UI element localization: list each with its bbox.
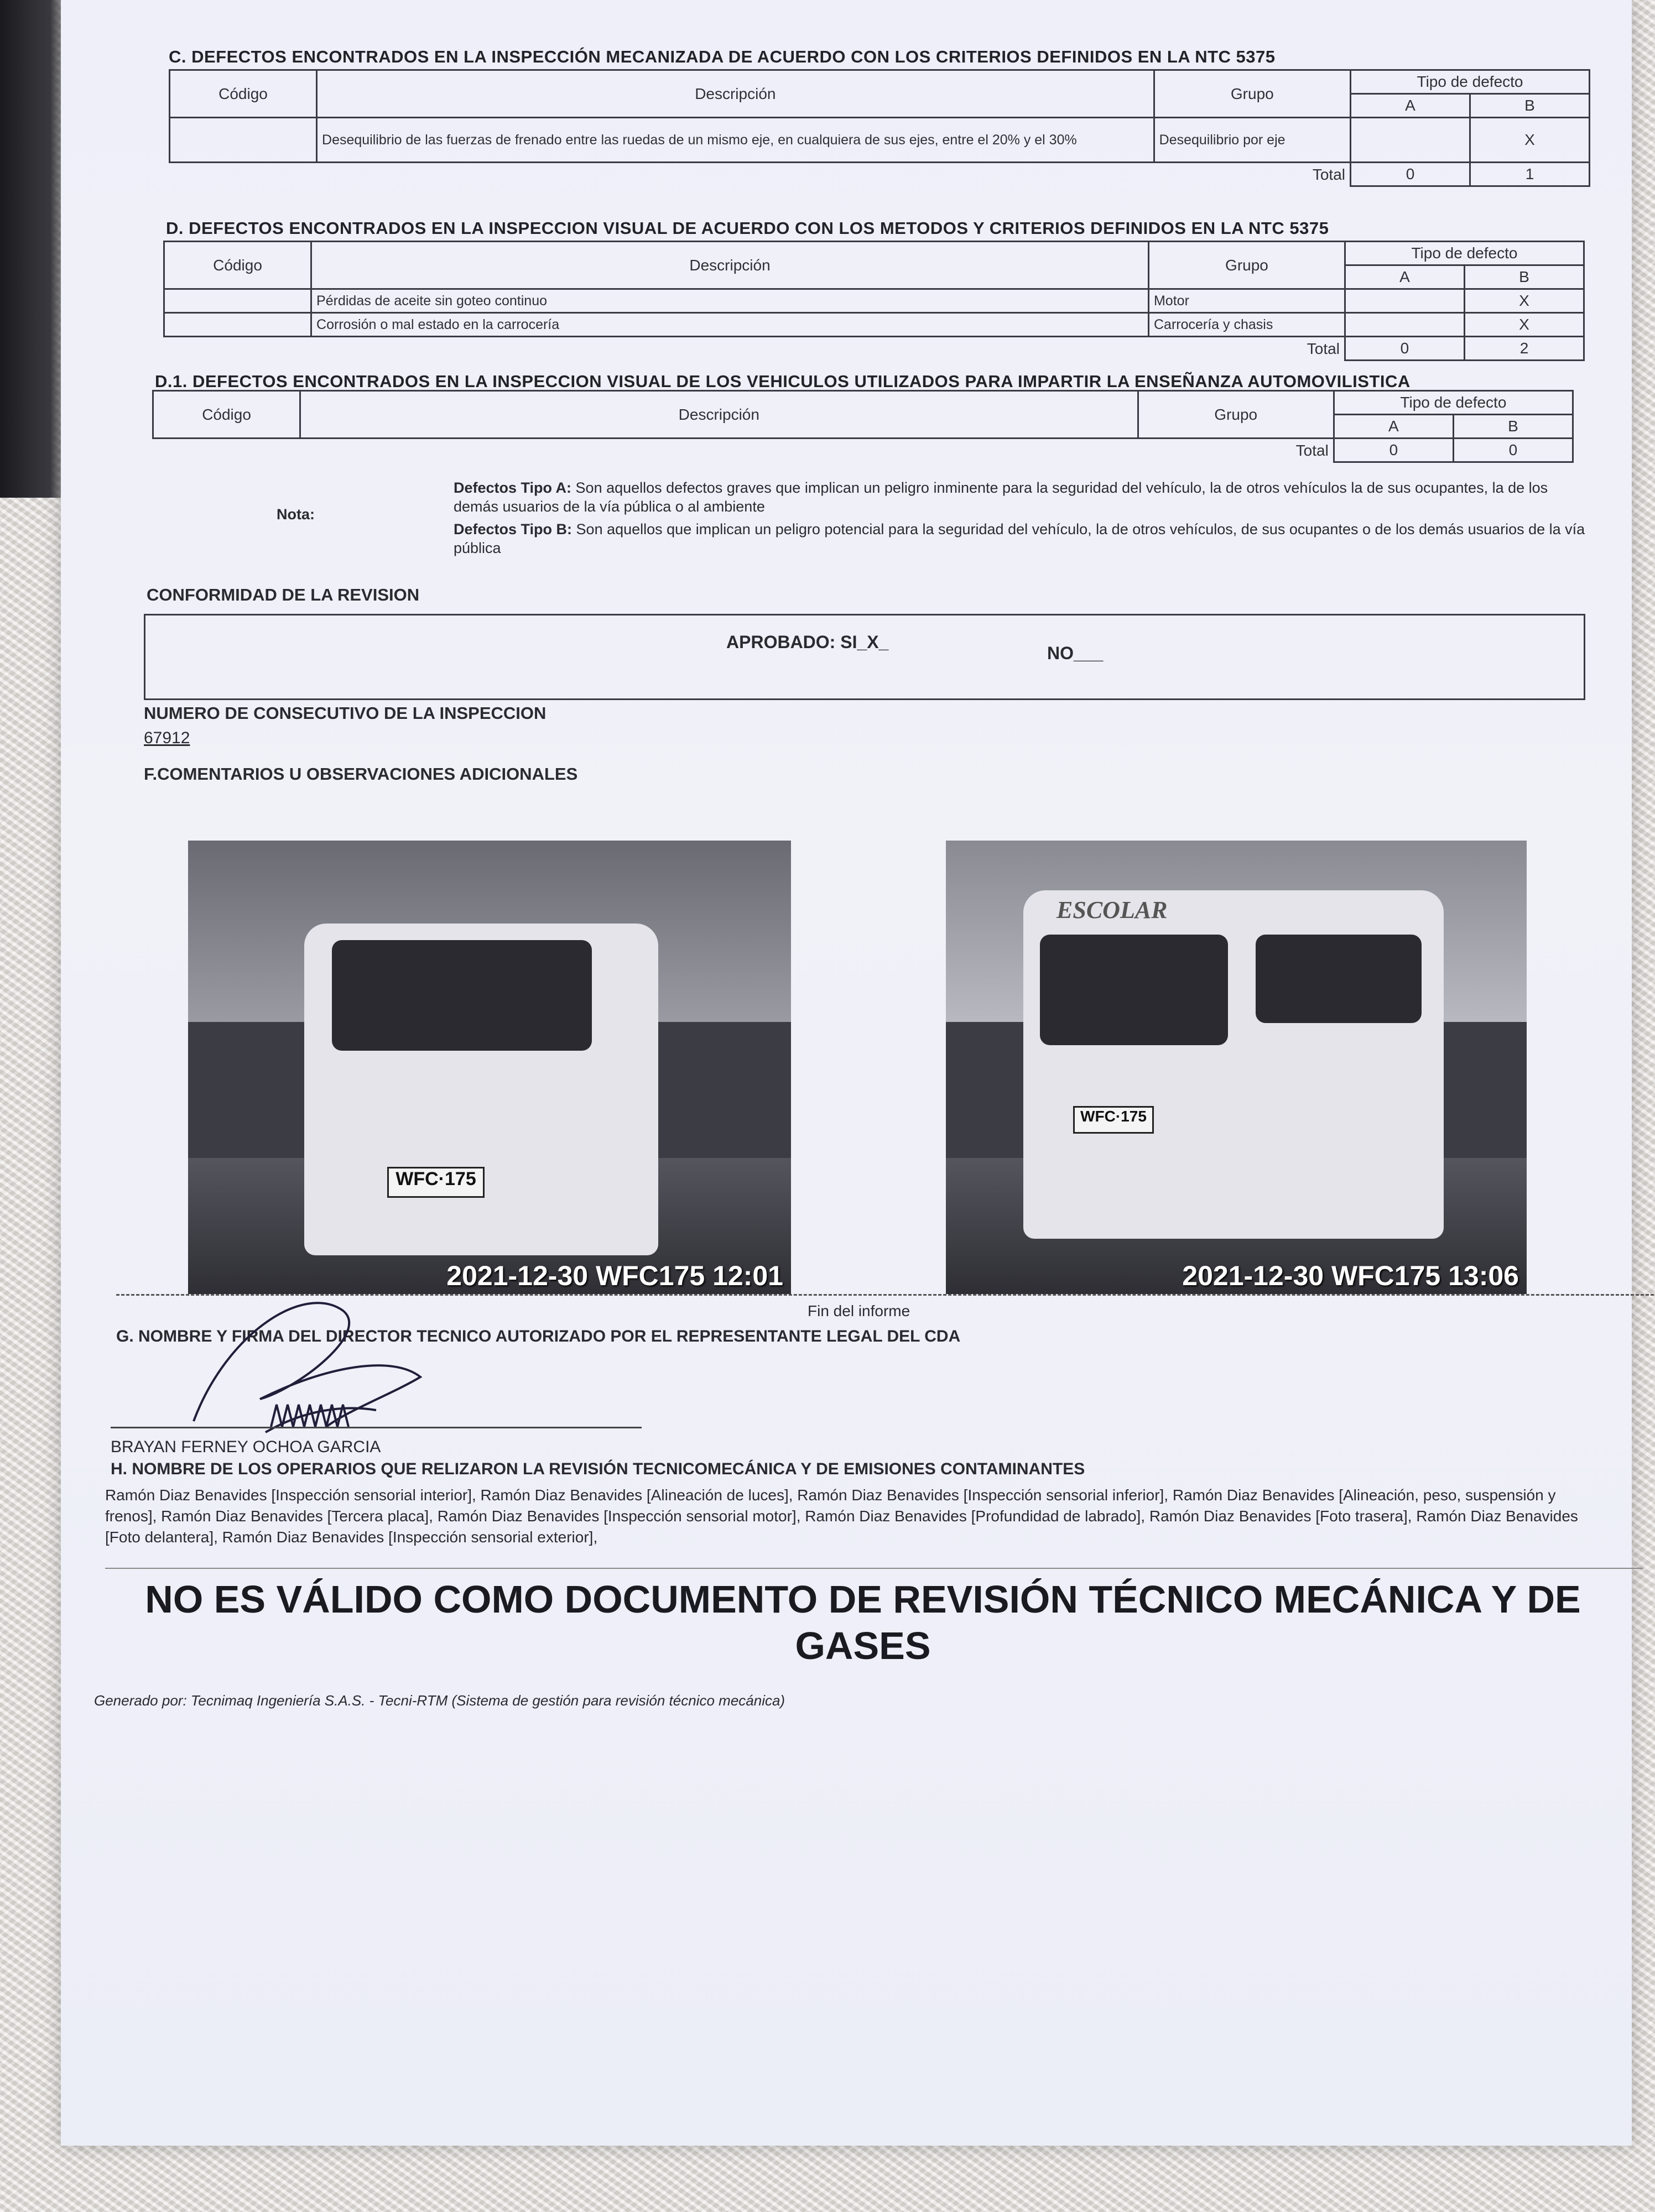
cell-descripcion: Corrosión o mal estado en la carrocería — [311, 313, 1149, 337]
cell-a — [1351, 118, 1470, 163]
aprobado-no: NO___ — [1047, 643, 1104, 663]
header-descripcion: Descripción — [300, 391, 1138, 439]
section-c-table — [169, 69, 1590, 187]
aprobado-si: APROBADO: SI_X_ — [726, 632, 889, 652]
tipo-a-label: Defectos Tipo A: — [454, 479, 572, 496]
rear-photo-timestamp: 2021-12-30 WFC175 13:06 — [1182, 1260, 1519, 1291]
director-name: BRAYAN FERNEY OCHOA GARCIA — [111, 1438, 381, 1456]
header-descripcion: Descripción — [311, 242, 1149, 289]
cell-a — [1345, 313, 1464, 337]
tipo-b-label: Defectos Tipo B: — [454, 521, 573, 538]
header-grupo: Grupo — [1154, 70, 1350, 118]
total-a: 0 — [1345, 337, 1464, 361]
van-rear-window — [1040, 935, 1228, 1045]
cell-grupo: Desequilibrio por eje — [1154, 118, 1350, 163]
consecutivo-title: NUMERO DE CONSECUTIVO DE LA INSPECCION — [144, 703, 547, 723]
cell-grupo: Motor — [1148, 289, 1345, 313]
fin-informe: Fin del informe — [808, 1302, 910, 1319]
inspection-report-page — [61, 0, 1632, 2146]
divider — [105, 1568, 1643, 1569]
section-d1-title: D.1. DEFECTOS ENCONTRADOS EN LA INSPECCION VISUAL DE LOS VEHICULOS UTILIZADOS PARA IMPARTIR LA ENSEÑANZA AUTOMOVILISTICA — [155, 372, 1411, 391]
front-photo-timestamp: 2021-12-30 WFC175 12:01 — [446, 1260, 783, 1291]
invalid-document-warning: NO ES VÁLIDO COMO DOCUMENTO DE REVISIÓN TÉCNICO MECÁNICA Y DE GASES — [145, 1578, 1581, 1667]
table-row — [164, 313, 1584, 337]
cell-codigo — [170, 118, 317, 163]
header-tipo-defecto: Tipo de defecto — [1351, 70, 1590, 94]
cell-b: X — [1470, 118, 1589, 163]
escolar-label: ESCOLAR — [1057, 896, 1168, 924]
signature-line — [111, 1427, 642, 1428]
section-d-title: D. DEFECTOS ENCONTRADOS EN LA INSPECCION VISUAL DE ACUERDO CON LOS METODOS Y CRITERIOS DEFINIDOS EN LA NTC 5375 — [166, 218, 1329, 238]
total-label: Total — [170, 163, 1351, 186]
cell-b: X — [1464, 313, 1584, 337]
director-title: G. NOMBRE Y FIRMA DEL DIRECTOR TECNICO AUTORIZADO POR EL REPRESENTANTE LEGAL DEL CDA — [116, 1327, 961, 1345]
tipo-a-text: Son aquellos defectos graves que implican un peligro inminente para la seguridad del vehículo, la de otros vehículos la de sus ocupantes, la de los demás usuarios de la vía pública o al ambiente — [454, 479, 1548, 515]
operarios-list: Ramón Diaz Benavides [Inspección sensorial interior], Ramón Diaz Benavides [Alineación de luces], Ramón Diaz Benavides [Inspección sensorial inferior], Ramón Diaz Benavides [Alineación, peso, suspensión y frenos], Ramón Diaz Benavides [Tercera placa], Ramón Diaz Benavides [Inspección sensorial motor], Ramón Diaz Benavides [Profundidad de labrado], Ramón Diaz Benavides [Foto trasera], Ramón Diaz Benavides [Foto delantera], Ramón Diaz Benavides [Inspección sensorial exterior], — [105, 1486, 1578, 1546]
nota-label: Nota: — [277, 506, 315, 523]
cell-b: X — [1464, 289, 1584, 313]
header-a: A — [1351, 94, 1470, 118]
nota-tipo-a — [454, 478, 1588, 516]
van-windshield — [332, 940, 592, 1051]
cell-codigo — [164, 313, 311, 337]
header-descripcion: Descripción — [317, 70, 1154, 118]
total-b: 2 — [1464, 337, 1584, 361]
nota-tipo-b — [454, 520, 1615, 557]
header-codigo: Código — [153, 391, 300, 439]
consecutivo-value: 67912 — [144, 729, 190, 747]
total-a: 0 — [1334, 439, 1453, 462]
cell-descripcion: Pérdidas de aceite sin goteo continuo — [311, 289, 1149, 313]
header-tipo-defecto: Tipo de defecto — [1334, 391, 1573, 415]
van-side-window — [1256, 935, 1422, 1023]
section-d-table — [163, 241, 1585, 361]
header-grupo: Grupo — [1148, 242, 1345, 289]
cell-codigo — [164, 289, 311, 313]
section-d1-table — [152, 390, 1574, 463]
header-b: B — [1470, 94, 1589, 118]
header-b: B — [1453, 415, 1573, 439]
tipo-b-text: Son aquellos que implican un peligro potencial para la seguridad del vehículo, la de otros vehículos, de sus ocupantes o de los demás usuarios de la vía pública — [454, 521, 1585, 556]
cell-descripcion: Desequilibrio de las fuerzas de frenado entre las ruedas de un mismo eje, en cualquiera de sus ejes, entre el 20% y el 30% — [317, 118, 1154, 163]
front-vehicle-photo — [188, 841, 791, 1294]
total-a: 0 — [1351, 163, 1470, 186]
header-grupo: Grupo — [1138, 391, 1334, 439]
header-a: A — [1345, 265, 1464, 289]
header-a: A — [1334, 415, 1453, 439]
header-codigo: Código — [170, 70, 317, 118]
total-label: Total — [164, 337, 1345, 361]
header-b: B — [1464, 265, 1584, 289]
cell-a — [1345, 289, 1464, 313]
total-b: 1 — [1470, 163, 1589, 186]
signature-icon — [160, 1266, 559, 1449]
table-row — [170, 118, 1590, 163]
rear-plate: WFC·175 — [1073, 1106, 1154, 1134]
comentarios-title: F.COMENTARIOS U OBSERVACIONES ADICIONALES — [144, 764, 578, 784]
conformidad-box — [144, 614, 1585, 700]
rear-vehicle-photo — [946, 841, 1527, 1294]
section-c-title: C. DEFECTOS ENCONTRADOS EN LA INSPECCIÓN MECANIZADA DE ACUERDO CON LOS CRITERIOS DEFINIDOS EN LA NTC 5375 — [169, 47, 1276, 66]
header-tipo-defecto: Tipo de defecto — [1345, 242, 1584, 265]
conformidad-title: CONFORMIDAD DE LA REVISION — [147, 585, 420, 604]
cell-grupo: Carrocería y chasis — [1148, 313, 1345, 337]
front-plate: WFC·175 — [387, 1167, 485, 1198]
operarios-title: H. NOMBRE DE LOS OPERARIOS QUE RELIZARON LA REVISIÓN TECNICOMECÁNICA Y DE EMISIONES CONTAMINANTES — [111, 1460, 1085, 1478]
total-label: Total — [153, 439, 1334, 462]
total-b: 0 — [1453, 439, 1573, 462]
generated-by-footer: Generado por: Tecnimaq Ingeniería S.A.S. - Tecni-RTM (Sistema de gestión para revisión técnico mecánica) — [94, 1692, 785, 1709]
header-codigo: Código — [164, 242, 311, 289]
table-row — [164, 289, 1584, 313]
